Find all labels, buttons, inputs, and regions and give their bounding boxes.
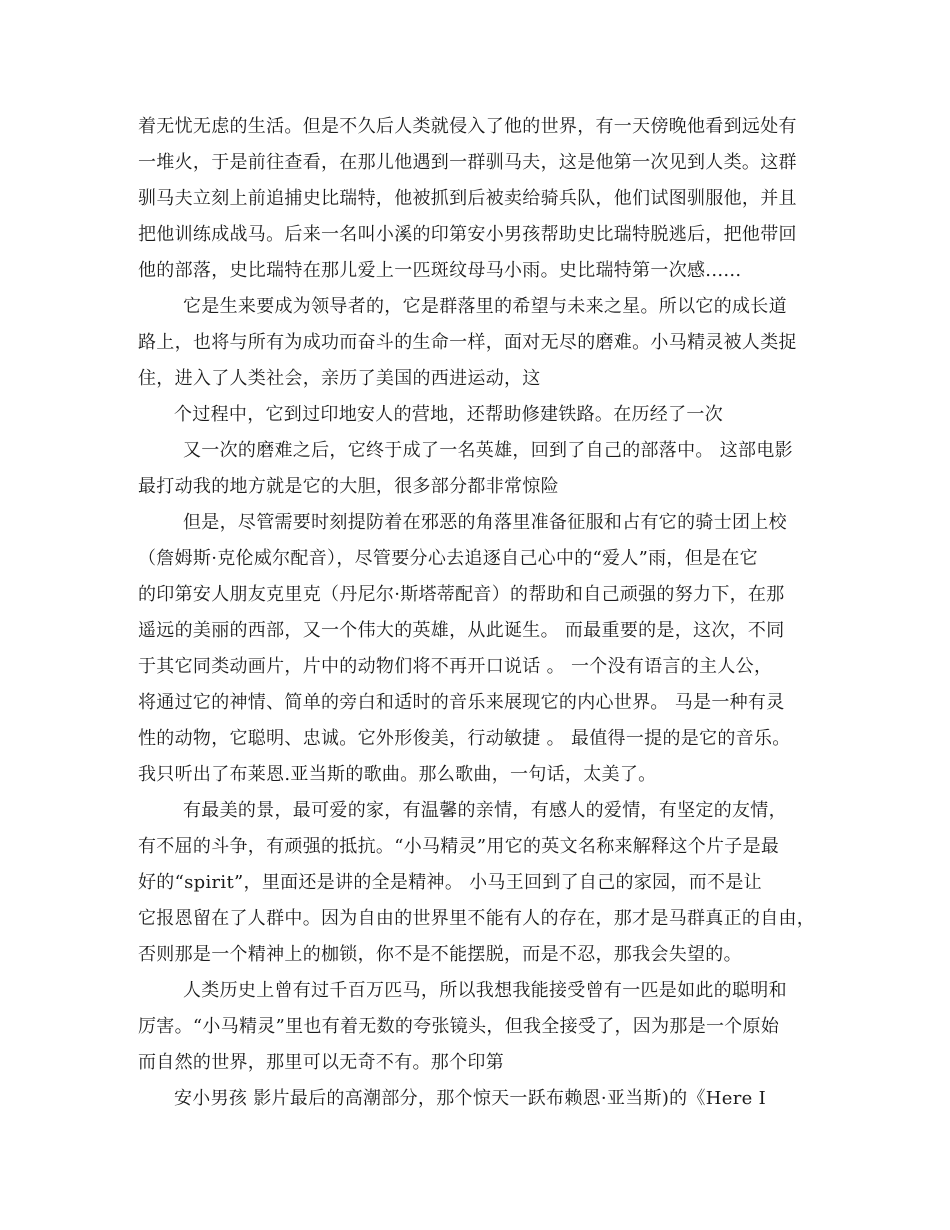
text-line: 否则那是一个精神上的枷锁，你不是不能摆脱，而是不忍，那我会失望的。	[138, 944, 742, 965]
text-line: 好的“spirit”，里面还是讲的全是精神。 小马王回到了自己的家园，而不是让	[138, 872, 762, 893]
text-line: 一堆火，于是前往查看，在那儿他遇到一群驯马夫，这是他第一次见到人类。这群	[138, 152, 797, 173]
text-line: 把他训练成战马。后来一名叫小溪的印第安小男孩帮助史比瑞特脱逃后，把他带回	[138, 224, 797, 245]
text-line: 安小男孩 影片最后的高潮部分，那个惊天一跃布赖恩·亚当斯)的《Here I	[174, 1088, 767, 1109]
text-line: 厉害。“小马精灵”里也有着无数的夸张镜头，但我全接受了，因为那是一个原始	[138, 1016, 780, 1037]
text-line: 有最美的景，最可爱的家，有温馨的亲情，有感人的爱情，有坚定的友情，	[183, 800, 787, 821]
text-line: 驯马夫立刻上前追捕史比瑞特，他被抓到后被卖给骑兵队，他们试图驯服他，并且	[138, 188, 797, 209]
text-line: 个过程中，它到过印地安人的营地，还帮助修建铁路。在历经了一次	[174, 404, 723, 425]
text-line: 而自然的世界，那里可以无奇不有。那个印第	[138, 1052, 504, 1073]
text-line: 他的部落，史比瑞特在那儿爱上一匹斑纹母马小雨。史比瑞特第一次感......	[138, 260, 742, 281]
text-line: 有不屈的斗争，有顽强的抵抗。“小马精灵”用它的英文名称来解释这个片子是最	[138, 836, 780, 857]
text-line: （詹姆斯·克伦威尔配音），尽管要分心去追逐自己心中的“爱人”雨，但是在它	[138, 548, 758, 569]
text-line: 它是生来要成为领导者的，它是群落里的希望与未来之星。所以它的成长道	[183, 296, 787, 317]
text-line: 但是，尽管需要时刻提防着在邪恶的角落里准备征服和占有它的骑士团上校	[183, 512, 787, 533]
text-line: 路上，也将与所有为成功而奋斗的生命一样，面对无尽的磨难。小马精灵被人类捉	[138, 332, 797, 353]
text-line: 人类历史上曾有过千百万匹马，所以我想我能接受曾有一匹是如此的聪明和	[183, 980, 787, 1001]
text-line: 着无忧无虑的生活。但是不久后人类就侵入了他的世界，有一天傍晚他看到远处有	[138, 116, 797, 137]
text-line: 将通过它的神情、简单的旁白和适时的音乐来展现它的内心世界。 马是一种有灵	[138, 692, 785, 713]
text-line: 又一次的磨难之后，它终于成了一名英雄，回到了自己的部落中。 这部电影	[183, 440, 793, 461]
text-line: 于其它同类动画片，片中的动物们将不再开口说话 。 一个没有语言的主人公，	[138, 656, 773, 677]
text-line: 它报恩留在了人群中。因为自由的世界里不能有人的存在，那才是马群真正的自由，	[138, 908, 816, 929]
text-line: 最打动我的地方就是它的大胆，很多部分都非常惊险	[138, 476, 559, 497]
text-line: 遥远的美丽的西部，又一个伟大的英雄，从此诞生。 而最重要的是，这次，不同	[138, 620, 785, 641]
text-line: 性的动物，它聪明、忠诚。它外形俊美，行动敏捷 。 最值得一提的是它的音乐。	[138, 728, 791, 749]
text-line: 住，进入了人类社会，亲历了美国的西进运动，这	[138, 368, 541, 389]
text-line: 我只听出了布莱恩.亚当斯的歌曲。那么歌曲，一句话，太美了。	[138, 764, 657, 785]
text-line: 的印第安人朋友克里克（丹尼尔·斯塔蒂配音）的帮助和自己顽强的努力下，在那	[138, 584, 785, 605]
